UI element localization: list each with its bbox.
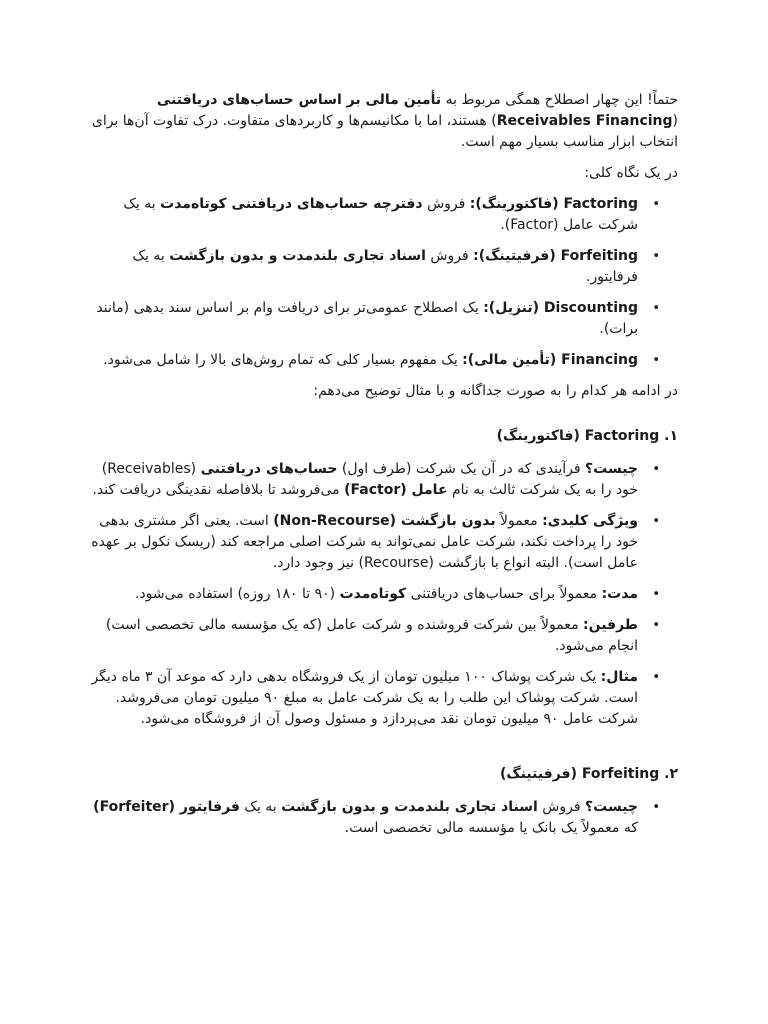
bold: فرفایتور (Forfeiter) <box>93 799 240 815</box>
intro-bold-2: Receivables Financing <box>496 113 673 129</box>
summary-text: یک مفهوم بسیار کلی که تمام روش‌های بالا را شامل می‌شود. <box>103 352 463 368</box>
section-heading-factoring: ۱. Factoring (فاکتورینگ) <box>496 428 678 444</box>
summary-text: به یک فرفایتور. <box>132 248 638 285</box>
factoring-what <box>90 459 638 501</box>
intro-text-1: حتماً! این چهار اصطلاح همگی مربوط به <box>441 92 678 108</box>
glance-line: در یک نگاه کلی: <box>584 165 678 181</box>
summary-text: فروش <box>422 196 470 212</box>
text: به یک <box>239 799 282 815</box>
summary-item-financing <box>90 350 638 371</box>
label: ویژگی کلیدی: <box>542 513 638 529</box>
summary-bold: دفترچه حساب‌های دریافتنی کوتاه‌مدت <box>160 196 423 212</box>
summary-list <box>90 194 678 371</box>
intro-paragraph <box>90 90 678 153</box>
closing-line: در ادامه هر کدام را به صورت جداگانه و با مثال توضیح می‌دهم: <box>313 383 678 399</box>
forfeiting-what <box>90 797 638 839</box>
text: معمولاً <box>495 513 543 529</box>
factoring-list <box>90 459 678 730</box>
bold: کوتاه‌مدت <box>339 586 407 602</box>
intro-text-2: ( <box>672 113 678 129</box>
summary-term: Financing (تأمین مالی): <box>462 352 638 368</box>
text: یک شرکت پوشاک ۱۰۰ میلیون تومان از یک فروشگاه بدهی دارد که موعد آن ۳ ماه دیگر است. شرکت پوشاک این طلب را به یک شرکت عامل به مبلغ ۹۰ میلیون تومان می‌فروشد. شرکت عامل ۹۰ میلیون تومان نقد می‌پردازد و مسئول وصول آن از فروشگاه می‌شود. <box>91 669 638 727</box>
summary-item-discounting <box>90 298 638 340</box>
summary-term: Factoring (فاکتورینگ): <box>469 196 638 212</box>
text: فروش <box>537 799 585 815</box>
section-heading-forfeiting: ۲. Forfeiting (فرفیتینگ) <box>499 766 678 782</box>
label: طرفین: <box>583 617 638 633</box>
text: (Receivables) خود را به یک شرکت ثالث به نام <box>101 461 638 498</box>
summary-term: Forfeiting (فرفیتینگ): <box>473 248 638 264</box>
bold: بدون بازگشت (Non-Recourse) <box>273 513 496 529</box>
summary-text: به یک شرکت عامل (Factor). <box>123 196 638 233</box>
factoring-feature <box>90 511 638 574</box>
bold: عامل (Factor) <box>344 482 448 498</box>
forfeiting-list <box>90 797 678 839</box>
summary-term: Discounting (تنزیل): <box>483 300 638 316</box>
text: معمولاً برای حساب‌های دریافتنی <box>406 586 602 602</box>
summary-item-factoring <box>90 194 638 236</box>
bold: اسناد تجاری بلندمدت و بدون بازگشت <box>281 799 538 815</box>
text: فرآیندی که در آن یک شرکت (طرف اول) <box>337 461 585 477</box>
label: مثال: <box>600 669 638 685</box>
factoring-parties <box>90 615 638 657</box>
text: که معمولاً یک بانک یا مؤسسه مالی تخصصی است. <box>344 820 638 836</box>
bold: حساب‌های دریافتنی <box>200 461 338 477</box>
text: است. یعنی اگر مشتری بدهی خود را پرداخت نکند، شرکت عامل نمی‌تواند به شرکت اصلی مراجعه کند (ریسک نکول بر عهده عامل است). البته انواع با بازگشت (Recourse) نیز وجود دارد. <box>91 513 638 571</box>
label: مدت: <box>601 586 638 602</box>
summary-bold: اسناد تجاری بلندمدت و بدون بازگشت <box>169 248 426 264</box>
summary-text: فروش <box>425 248 474 264</box>
intro-text-3: ) هستند، اما با مکانیسم‌ها و کاربردهای متفاوت. درک تفاوت آن‌ها برای انتخاب ابزار مناسب بسیار مهم است. <box>91 113 678 150</box>
text: (۹۰ تا ۱۸۰ روزه) استفاده می‌شود. <box>134 586 340 602</box>
summary-text: یک اصطلاح عمومی‌تر برای دریافت وام بر اساس سند بدهی (مانند برات). <box>96 300 638 337</box>
factoring-example <box>90 667 638 730</box>
label: چیست؟ <box>585 461 638 477</box>
text: معمولاً بین شرکت فروشنده و شرکت عامل (که یک مؤسسه مالی تخصصی است) انجام می‌شود. <box>105 617 638 654</box>
intro-bold-1: تأمین مالی بر اساس حساب‌های دریافتنی <box>156 92 442 108</box>
text: می‌فروشد تا بلافاصله نقدینگی دریافت کند. <box>92 482 345 498</box>
factoring-term <box>90 584 638 605</box>
label: چیست؟ <box>585 799 638 815</box>
summary-item-forfeiting <box>90 246 638 288</box>
